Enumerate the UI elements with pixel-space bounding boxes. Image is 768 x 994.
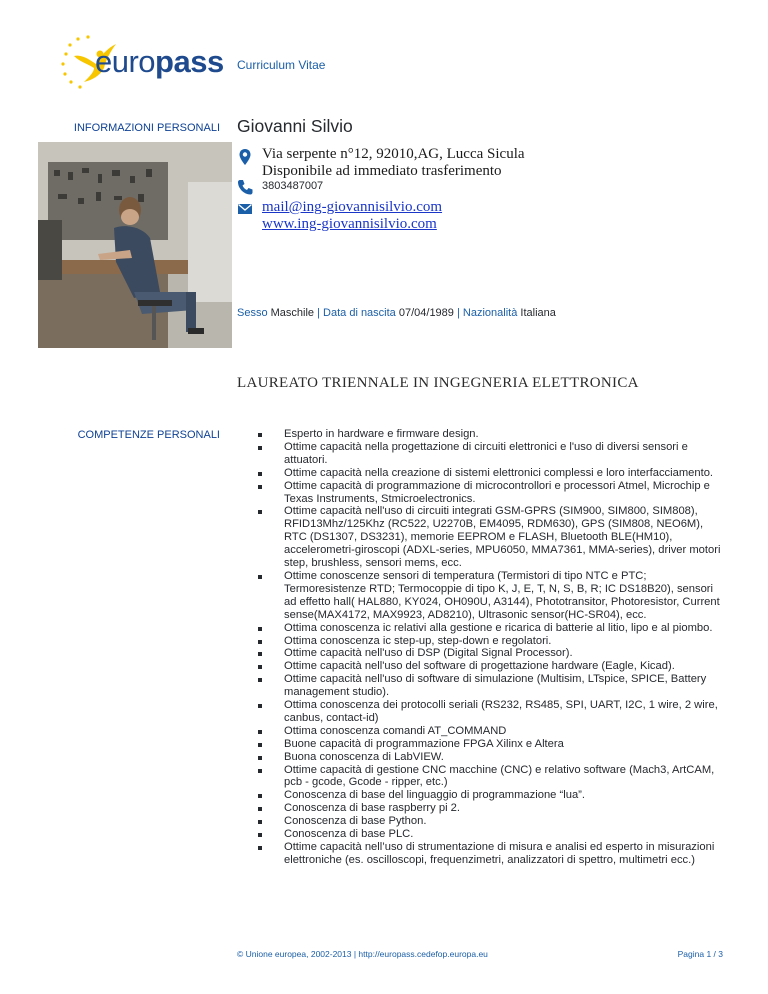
address-text: Via serpente n°12, 92010,AG, Lucca Sicula — [262, 146, 525, 162]
list-item: Ottime capacità nell'uso di DSP (Digital Signal Processor). — [258, 647, 728, 660]
list-item: Ottima conoscenza comandi AT_COMMAND — [258, 725, 728, 738]
list-item: Ottime capacità di programmazione di microcontrollori e processori Atmel, Microchip e Texas Instruments, Stmicroelectronics. — [258, 480, 728, 506]
nationality-label: Nazionalità — [462, 307, 518, 319]
list-item: Buona conoscenza di LabVIEW. — [258, 751, 728, 764]
list-item: Ottime capacità nell'uso di software di simulazione (Multisim, LTspice, SPICE, Battery management studio). — [258, 673, 728, 699]
location-pin-icon — [236, 148, 254, 166]
list-item: Ottima conoscenza ic relativi alla gestione e ricarica di batterie al litio, lipo e al piombo. — [258, 622, 728, 635]
list-item: Ottime conoscenze sensori di temperatura (Termistori di tipo NTC e PTC; Termoresistenze RTD; Termocoppie di tipo K, J, E, T, N, S, B, R; IC DS18B20), sensori ad effetto hall( HAL880, KY024, OH090U, A3144), Phototransitor, Photoresistor, Current sense(MAX4172, MAX9923, AD8210), Ultrasonic sensor(HC-SR04), ecc. — [258, 570, 728, 622]
list-item: Ottime capacità di gestione CNC macchine (CNC) e relativo software (Mach3, ArtCAM, pcb - gcode, Gcode - ripper, etc.) — [258, 764, 728, 790]
footer-copyright: © Unione europea, 2002-2013 | http://europass.cedefop.europa.eu — [237, 949, 488, 959]
nationality-value: Italiana — [520, 307, 556, 319]
list-item: Conoscenza di base Python. — [258, 815, 728, 828]
list-item: Ottima conoscenza dei protocolli seriali (RS232, RS485, SPI, UART, I2C, 1 wire, 2 wire, canbus, contact-id) — [258, 699, 728, 725]
website-link[interactable]: www.ing-giovannisilvio.com — [262, 216, 437, 232]
list-item: Ottime capacità nell'uso di circuiti integrati GSM-GPRS (SIM900, SIM800, SIM808), RFID13Mhz/125Khz (RC522, U2270B, EM4095, RDM630), GPS (SIM808, NEO6M), RTC (DS1307, DS3231), memorie EEPROM e FLASH, Bluetooth BLE(HM10), accelerometri-giroscopi (ADXL-series, MPU6050, MMA7361, MMA-series), driver motori step, brushless, sensori mems, ecc. — [258, 505, 728, 570]
list-item: Conoscenza di base raspberry pi 2. — [258, 802, 728, 815]
person-name: Giovanni Silvio — [237, 116, 353, 136]
section-label-skills: COMPETENZE PERSONALI — [77, 429, 220, 441]
section-label-personal: INFORMAZIONI PERSONALI — [73, 122, 220, 134]
list-item: Ottime capacità nell'uso del software di progettazione hardware (Eagle, Kicad). — [258, 660, 728, 673]
list-item: Ottima conoscenza ic step-up, step-down e regolatori. — [258, 635, 728, 648]
availability-text: Disponibile ad immediato trasferimento — [262, 163, 502, 179]
sex-value: Maschile — [270, 307, 315, 319]
europass-wordmark — [95, 44, 224, 80]
sex-label: Sesso — [237, 307, 268, 319]
phone-number: 3803487007 — [262, 180, 324, 192]
list-item: Conoscenza di base del linguaggio di programmazione “lua”. — [258, 789, 728, 802]
list-item: Esperto in hardware e firmware design. — [258, 428, 728, 441]
email-icon — [236, 200, 254, 218]
headline: LAUREATO TRIENNALE IN INGEGNERIA ELETTRONICA — [237, 375, 639, 391]
page-number: Pagina 1 / 3 — [677, 949, 723, 959]
demographics-line — [237, 307, 556, 319]
separator: | — [314, 307, 324, 319]
list-item: Ottime capacità nella creazione di sistemi elettronici complessi e loro interfacciamento. — [258, 467, 728, 480]
list-item: Conoscenza di base PLC. — [258, 828, 728, 841]
document-title: Curriculum Vitae — [237, 58, 326, 72]
skills-list — [258, 428, 728, 867]
logo-text-bold: pass — [155, 44, 224, 79]
list-item: Buone capacità di programmazione FPGA Xilinx e Altera — [258, 738, 728, 751]
separator: | — [453, 307, 463, 319]
profile-photo — [38, 142, 232, 348]
birth-label: Data di nascita — [323, 307, 396, 319]
birth-value: 07/04/1989 — [398, 307, 454, 319]
list-item: Ottime capacità nell’uso di strumentazione di misura e analisi ed esperto in misurazioni elettroniche (es. oscilloscopi, frequenzimetri, analizzatori di spettro, multimetri ecc.) — [258, 841, 728, 867]
email-link[interactable]: mail@ing-giovannisilvio.com — [262, 199, 443, 215]
logo-text-light: euro — [95, 44, 156, 79]
list-item: Ottime capacità nella progettazione di circuiti elettronici e l'uso di diversi sensori e attuatori. — [258, 441, 728, 467]
phone-icon — [236, 178, 254, 196]
